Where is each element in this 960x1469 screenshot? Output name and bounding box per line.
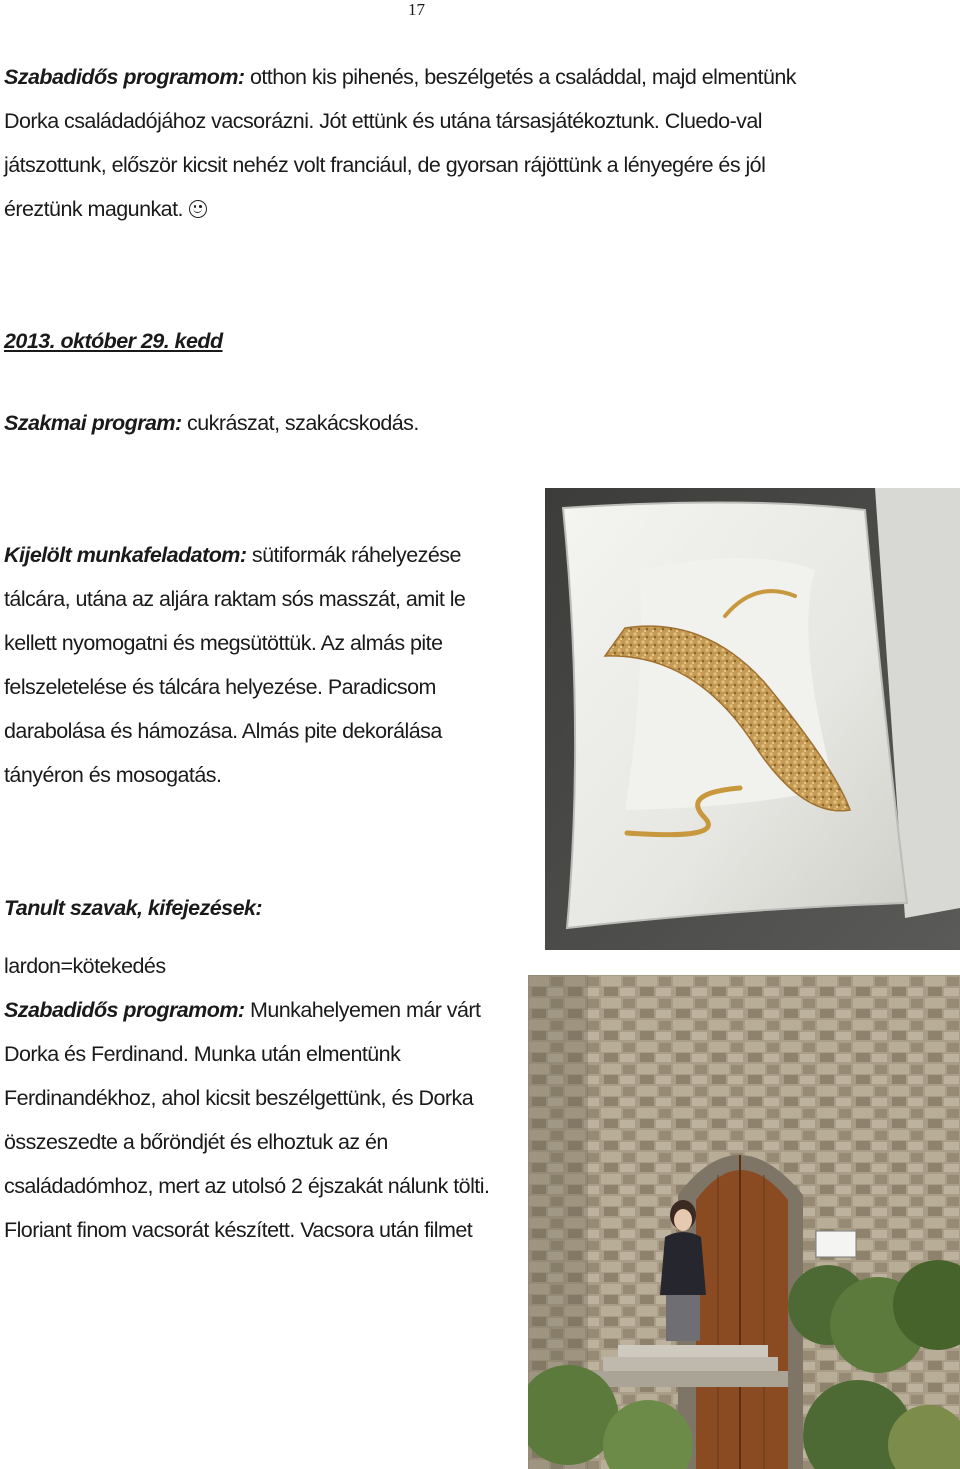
pie-photo (545, 488, 960, 950)
p2-line-6: Floriant finom vacsorát készített. Vacsora után filmet (4, 1218, 473, 1242)
feladat-line-6: tányéron és mosogatás. (4, 763, 222, 787)
pie-photo-drawing (545, 488, 960, 950)
page-number: 17 (408, 0, 425, 19)
p2-line-2: Dorka és Ferdinand. Munka után elmentünk (4, 1042, 401, 1066)
feladat-line-2: tálcára, utána az aljára raktam sós masszát, amit le (4, 587, 466, 611)
p2-line-1: Szabadidős programom: Munkahelyemen már várt (4, 998, 481, 1022)
building-photo-drawing (528, 975, 960, 1469)
p2-label: Szabadidős programom: (4, 998, 245, 1022)
feladat-label: Kijelölt munkafeladatom: (4, 543, 247, 567)
date-heading: 2013. október 29. kedd (4, 329, 223, 353)
smiley-icon (189, 200, 207, 218)
tanult-word: lardon=kötekedés (4, 954, 166, 978)
p1-line-4: éreztünk magunkat. (4, 196, 207, 222)
feladat-line-1: Kijelölt munkafeladatom: sütiformák ráhelyezése (4, 543, 461, 567)
feladat-line-3: kellett nyomogatni és megsütöttük. Az almás pite (4, 631, 443, 655)
szakmai-line: Szakmai program: cukrászat, szakácskodás. (4, 411, 419, 435)
tanult-heading: Tanult szavak, kifejezések: (4, 896, 263, 920)
p1-label: Szabadidős programom: (4, 65, 245, 89)
feladat-line-4: felszeletelése és tálcára helyezése. Paradicsom (4, 675, 436, 699)
p2-line-5: családadómhoz, mert az utolsó 2 éjszakát nálunk tölti. (4, 1174, 490, 1198)
p1-line-3: játszottunk, először kicsit nehéz volt franciául, de gyorsan rájöttünk a lényegére és jól (4, 153, 766, 177)
building-photo (528, 975, 960, 1469)
feladat-line-5: darabolása és hámozása. Almás pite dekorálása (4, 719, 442, 743)
p2-line-3: Ferdinandékhoz, ahol kicsit beszélgettünk, és Dorka (4, 1086, 474, 1110)
szakmai-label: Szakmai program: (4, 411, 182, 435)
p2-line-4: összeszedte a bőröndjét és elhoztuk az én (4, 1130, 388, 1154)
p1-line-2: Dorka családadójához vacsorázni. Jót ettünk és utána társasjátékoztunk. Cluedo-val (4, 109, 763, 133)
p1-line-1: Szabadidős programom: otthon kis pihenés, beszélgetés a családdal, majd elmentünk (4, 65, 796, 89)
